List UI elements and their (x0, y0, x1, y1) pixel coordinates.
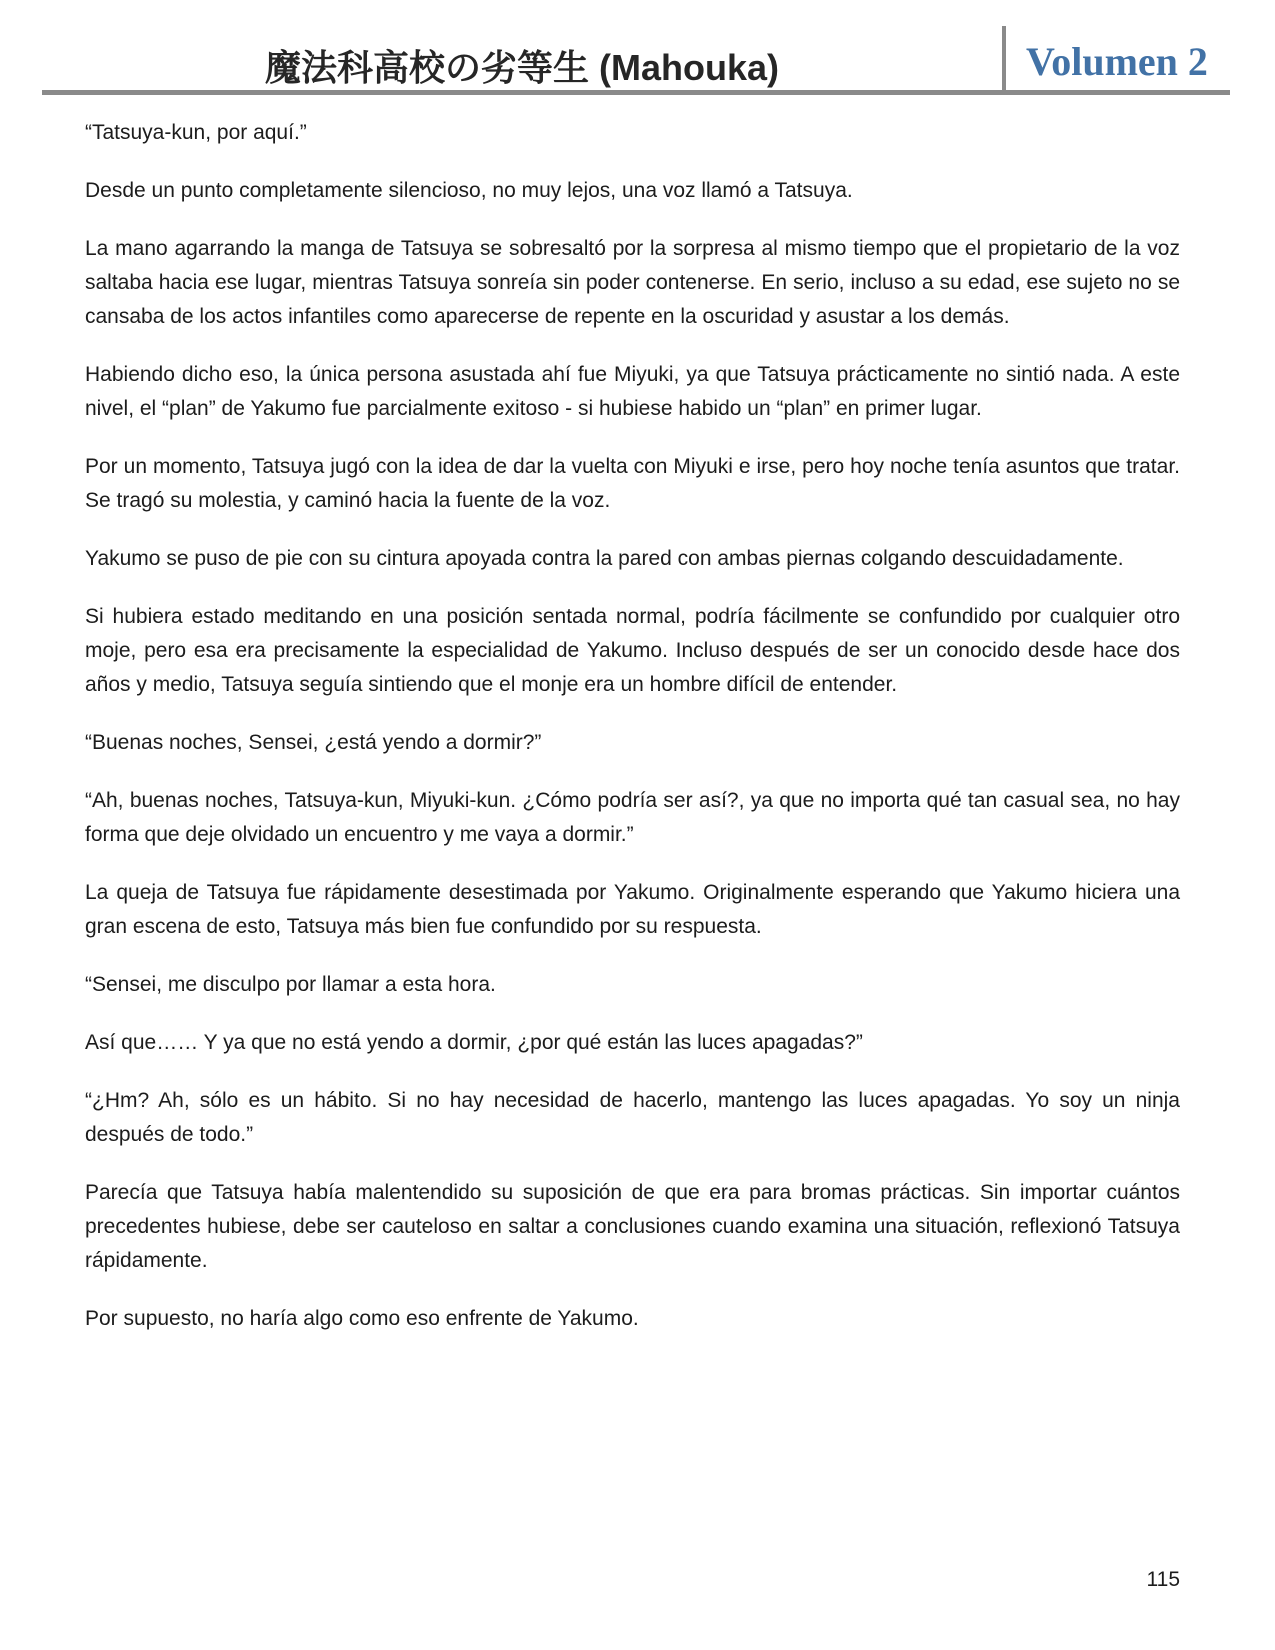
header-title-area (42, 26, 1002, 90)
paragraph: Por un momento, Tatsuya jugó con la idea de dar la vuelta con Miyuki e irse, pero hoy noche tenía asuntos que tratar. Se tragó su molestia, y caminó hacia la fuente de la voz. (85, 455, 1180, 512)
paragraph: Yakumo se puso de pie con su cintura apoyada contra la pared con ambas piernas colgando descuidadamente. (85, 547, 1124, 570)
paragraph: “Ah, buenas noches, Tatsuya-kun, Miyuki-kun. ¿Cómo podría ser así?, ya que no importa qué tan casual sea, no hay forma que deje olvidado un encuentro y me vaya a dormir.” (85, 789, 1180, 846)
paragraph: La queja de Tatsuya fue rápidamente desestimada por Yakumo. Originalmente esperando que Yakumo hiciera una gran escena de esto, Tatsuya más bien fue confundido por su respuesta. (85, 881, 1180, 938)
page-number: 115 (1146, 1568, 1180, 1591)
paragraph: “Tatsuya-kun, por aquí.” (85, 121, 307, 144)
body-text (85, 116, 1180, 1360)
paragraph: Por supuesto, no haría algo como eso enfrente de Yakumo. (85, 1307, 639, 1330)
paragraph: “Buenas noches, Sensei, ¿está yendo a dormir?” (85, 731, 542, 754)
volume-label: Volumen 2 (1026, 39, 1208, 84)
header-rule (42, 90, 1230, 95)
paragraph: “Sensei, me disculpo por llamar a esta hora. (85, 973, 496, 996)
header-volume-area (1006, 26, 1230, 90)
paragraph: Habiendo dicho eso, la única persona asustada ahí fue Miyuki, ya que Tatsuya prácticamente no sintió nada. A este nivel, el “plan” de Yakumo fue parcialmente exitoso - si hubiese habido un “plan” en primer lugar. (85, 363, 1180, 420)
paragraph: Así que…… Y ya que no está yendo a dormir, ¿por qué están las luces apagadas?” (85, 1031, 863, 1054)
paragraph: La mano agarrando la manga de Tatsuya se sobresaltó por la sorpresa al mismo tiempo que el propietario de la voz saltaba hacia ese lugar, mientras Tatsuya sonreía sin poder contenerse. En serio, incluso a su edad, ese sujeto no se cansaba de los actos infantiles como aparecerse de repente en la oscuridad y asustar a los demás. (85, 237, 1180, 328)
paragraph: Si hubiera estado meditando en una posición sentada normal, podría fácilmente se confundido por cualquier otro moje, pero esa era precisamente la especialidad de Yakumo. Incluso después de ser un conocido desde hace dos años y medio, Tatsuya seguía sintiendo que el monje era un hombre difícil de entender. (85, 605, 1180, 696)
page-header (42, 26, 1230, 90)
paragraph: Parecía que Tatsuya había malentendido su suposición de que era para bromas prácticas. Sin importar cuántos precedentes hubiese, debe ser cauteloso en saltar a conclusiones cuando examina una situación, reflexionó Tatsuya rápidamente. (85, 1181, 1180, 1272)
document-title: 魔法科高校の劣等生 (Mahouka) (264, 46, 779, 88)
paragraph: “¿Hm? Ah, sólo es un hábito. Si no hay necesidad de hacerlo, mantengo las luces apagadas. Yo soy un ninja después de todo.” (85, 1089, 1180, 1146)
paragraph: Desde un punto completamente silencioso, no muy lejos, una voz llamó a Tatsuya. (85, 179, 853, 202)
